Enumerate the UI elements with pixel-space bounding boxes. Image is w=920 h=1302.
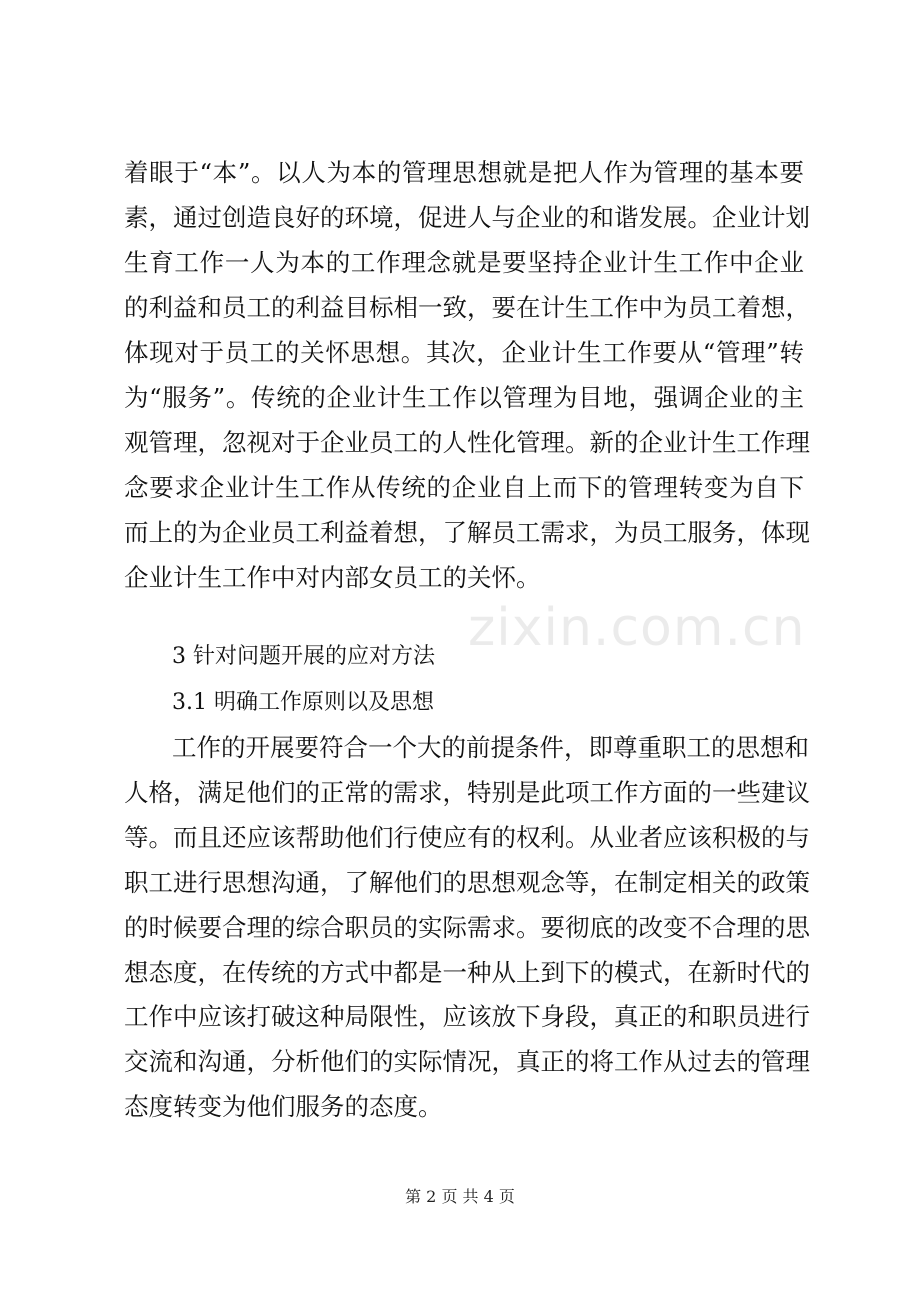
page-footer: 第 2 页 共 4 页 <box>405 1187 515 1206</box>
paragraph-1-line-3: 生育工作一人为本的工作理念就是要坚持企业计生工作中企业 <box>124 247 804 277</box>
paragraph-2-line-7: 工作中应该打破这种局限性，应该放下身段，真正的和职员进行 <box>124 1002 810 1032</box>
paragraph-2-line-2: 人格，满足他们的正常的需求，特别是此项工作方面的一些建议 <box>124 777 810 807</box>
paragraph-2-line-1: 工作的开展要符合一个大的前提条件，即尊重职工的思想和 <box>172 733 809 762</box>
paragraph-1-line-7: 观管理，忽视对于企业员工的人性化管理。新的企业计生工作理 <box>124 427 810 457</box>
paragraph-2-line-9: 态度转变为他们服务的态度。 <box>124 1092 443 1122</box>
paragraph-2-line-4: 职工进行思想沟通，了解他们的思想观念等，在制定相关的政策 <box>124 867 810 897</box>
paragraph-2-line-3: 等。而且还应该帮助他们行使应有的权利。从业者应该积极的与 <box>124 822 810 852</box>
paragraph-1-line-6: 为“服务”。传统的企业计生工作以管理为目地，强调企业的主 <box>124 382 804 412</box>
paragraph-1-line-2: 素，通过创造良好的环境，促进人与企业的和谐发展。企业计划 <box>124 202 810 232</box>
paragraph-1-line-5: 体现对于员工的关怀思想。其次，企业计生工作要从“管理”转 <box>124 337 804 367</box>
paragraph-1-line-10: 企业计生工作中对内部女员工的关怀。 <box>124 562 541 592</box>
subsection-heading: 3.1 明确工作原则以及思想 <box>172 690 434 715</box>
section-heading: 3 针对问题开展的应对方法 <box>172 644 435 669</box>
paragraph-2-line-8: 交流和沟通，分析他们的实际情况，真正的将工作从过去的管理 <box>124 1047 810 1077</box>
paragraph-1-line-4: 的利益和员工的利益目标相一致，要在计生工作中为员工着想， <box>124 292 810 322</box>
paragraph-2-line-5: 的时候要合理的综合职员的实际需求。要彻底的改变不合理的思 <box>124 912 810 942</box>
paragraph-2-line-6: 想态度，在传统的方式中都是一种从上到下的模式，在新时代的 <box>124 957 810 987</box>
paragraph-1-line-8: 念要求企业计生工作从传统的企业自上而下的管理转变为自下 <box>124 472 804 502</box>
watermark: zixin.com.cn <box>468 598 806 658</box>
paragraph-1-line-9: 而上的为企业员工利益着想，了解员工需求，为员工服务，体现 <box>124 517 810 547</box>
paragraph-1-line-1: 着眼于“本”。以人为本的管理思想就是把人作为管理的基本要 <box>124 158 804 187</box>
